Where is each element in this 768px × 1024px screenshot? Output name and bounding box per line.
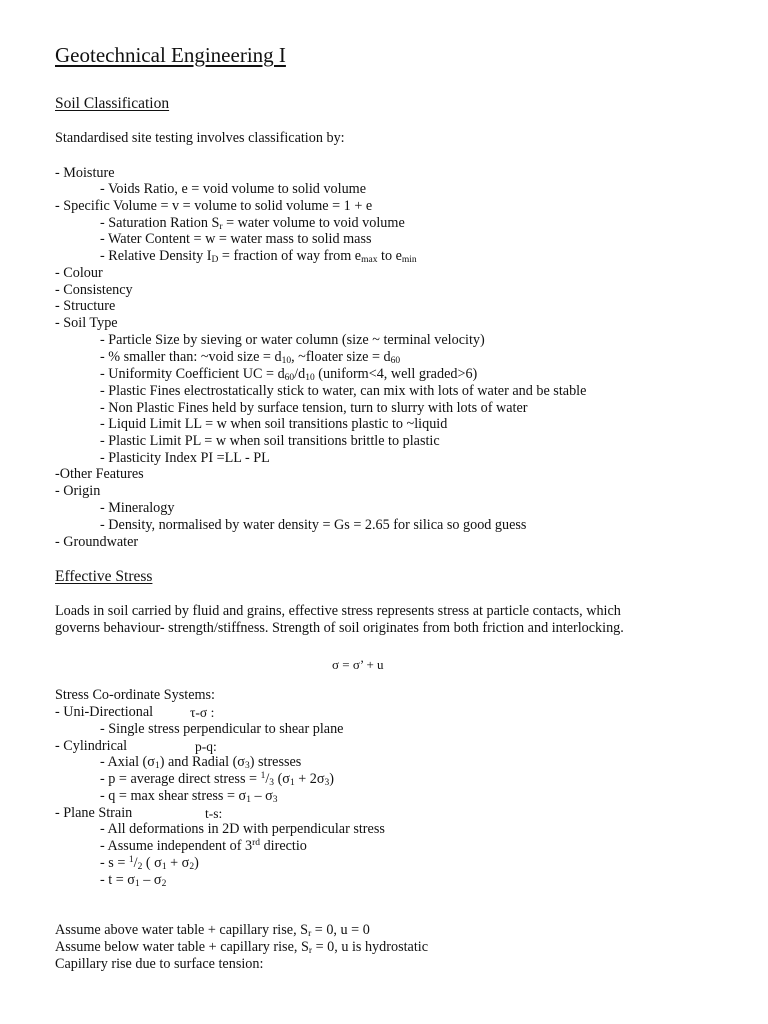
assume-below-water-table: Assume below water table + capillary rise, $S_r = 0$, u is hydrostatic: [55, 939, 429, 956]
item-uniformity-coefficient: - Uniformity Coefficient UC = $d_{60}/d_{10}$ (uniform<4, well graded>6): [100, 366, 478, 383]
paragraph-line-1: Loads in soil carried by fluid and grains, effective stress represents stress at particle contacts, which: [55, 603, 621, 619]
plane-strain-label: t-s:: [205, 806, 223, 821]
item-single-stress: - Single stress perpendicular to shear plane: [100, 721, 344, 737]
item-particle-size: - Particle Size by sieving or water column (size ~ terminal velocity): [100, 332, 485, 348]
coord-systems-label: Stress Co-ordinate Systems:: [55, 687, 215, 703]
item-groundwater: - Groundwater: [55, 534, 139, 550]
item-plasticity-index: - Plasticity Index PI =LL - PL: [100, 450, 270, 466]
heading-soil-classification: Soil Classification: [55, 95, 170, 112]
item-mineralogy: - Mineralogy: [100, 500, 175, 516]
item-density: - Density, normalised by water density = Gs = 2.65 for silica so good guess: [100, 517, 527, 533]
item-saturation: - Saturation Ration $S_r$ = water volume to void volume: [100, 215, 405, 232]
item-voids-ratio: - Voids Ratio, e = void volume to solid volume: [100, 181, 366, 197]
item-moisture: - Moisture: [55, 165, 115, 181]
item-relative-density: - Relative Density $I_D$ = fraction of way from $e_{max}$ to $e_{min}$: [100, 248, 417, 265]
item-origin: - Origin: [55, 483, 101, 499]
item-s-formula: - $s = ^1/_2$ ( $\sigma_1 + \sigma_2$): [100, 855, 199, 872]
item-water-content: - Water Content = w = water mass to solid mass: [100, 231, 372, 247]
item-specific-volume: - Specific Volume = v = volume to solid volume = 1 + e: [55, 198, 373, 214]
item-soil-type: - Soil Type: [55, 315, 118, 331]
item-non-plastic-fines: - Non Plastic Fines held by surface tension, turn to slurry with lots of water: [100, 400, 528, 416]
item-smaller-than: - % smaller than: ~void size = $d_{10}$, ~floater size = $d_{60}$: [100, 349, 401, 366]
item-q-max-shear: - q = max shear stress = $\sigma_1 - \sigma_3$: [100, 788, 278, 805]
intro-text: Standardised site testing involves classification by:: [55, 130, 345, 146]
heading-effective-stress: Effective Stress: [55, 568, 153, 585]
item-all-deformations: - All deformations in 2D with perpendicular stress: [100, 821, 385, 837]
item-plastic-fines: - Plastic Fines electrostatically stick to water, can mix with lots of water and be stable: [100, 383, 587, 399]
item-liquid-limit: - Liquid Limit LL = w when soil transitions plastic to ~liquid: [100, 416, 448, 432]
item-plastic-limit: - Plastic Limit PL = w when soil transitions brittle to plastic: [100, 433, 440, 449]
item-cylindrical: - Cylindrical: [55, 738, 128, 754]
uni-directional-label: τ-σ :: [190, 705, 215, 720]
page-title: Geotechnical Engineering I: [55, 43, 286, 67]
item-consistency: - Consistency: [55, 282, 133, 298]
item-t-formula: - $t = \sigma_1 - \sigma_2$: [100, 872, 167, 889]
cylindrical-label: p-q:: [195, 739, 217, 754]
item-p-average-stress: - p = average direct stress = $^1/_3$ $(\sigma_1 + 2\sigma_3)$: [100, 771, 335, 788]
effective-stress-equation: σ = σ’ + u: [332, 657, 384, 672]
item-colour: - Colour: [55, 265, 103, 281]
capillary-rise-text: Capillary rise due to surface tension:: [55, 956, 264, 972]
item-axial-radial: - Axial $(\sigma_1)$ and Radial $(\sigma_3)$ stresses: [100, 754, 302, 771]
paragraph-line-2: governs behaviour- strength/stiffness. Strength of soil originates from both friction and interlocking.: [55, 620, 624, 636]
item-assume-independent: - Assume independent of 3rd directio: [100, 838, 307, 854]
item-other-features: -Other Features: [55, 466, 144, 482]
item-plane-strain: - Plane Strain: [55, 805, 133, 821]
assume-above-water-table: Assume above water table + capillary rise, $S_r = 0$, u = 0: [55, 922, 370, 939]
item-uni-directional: - Uni-Directional: [55, 704, 154, 720]
item-structure: - Structure: [55, 298, 116, 314]
